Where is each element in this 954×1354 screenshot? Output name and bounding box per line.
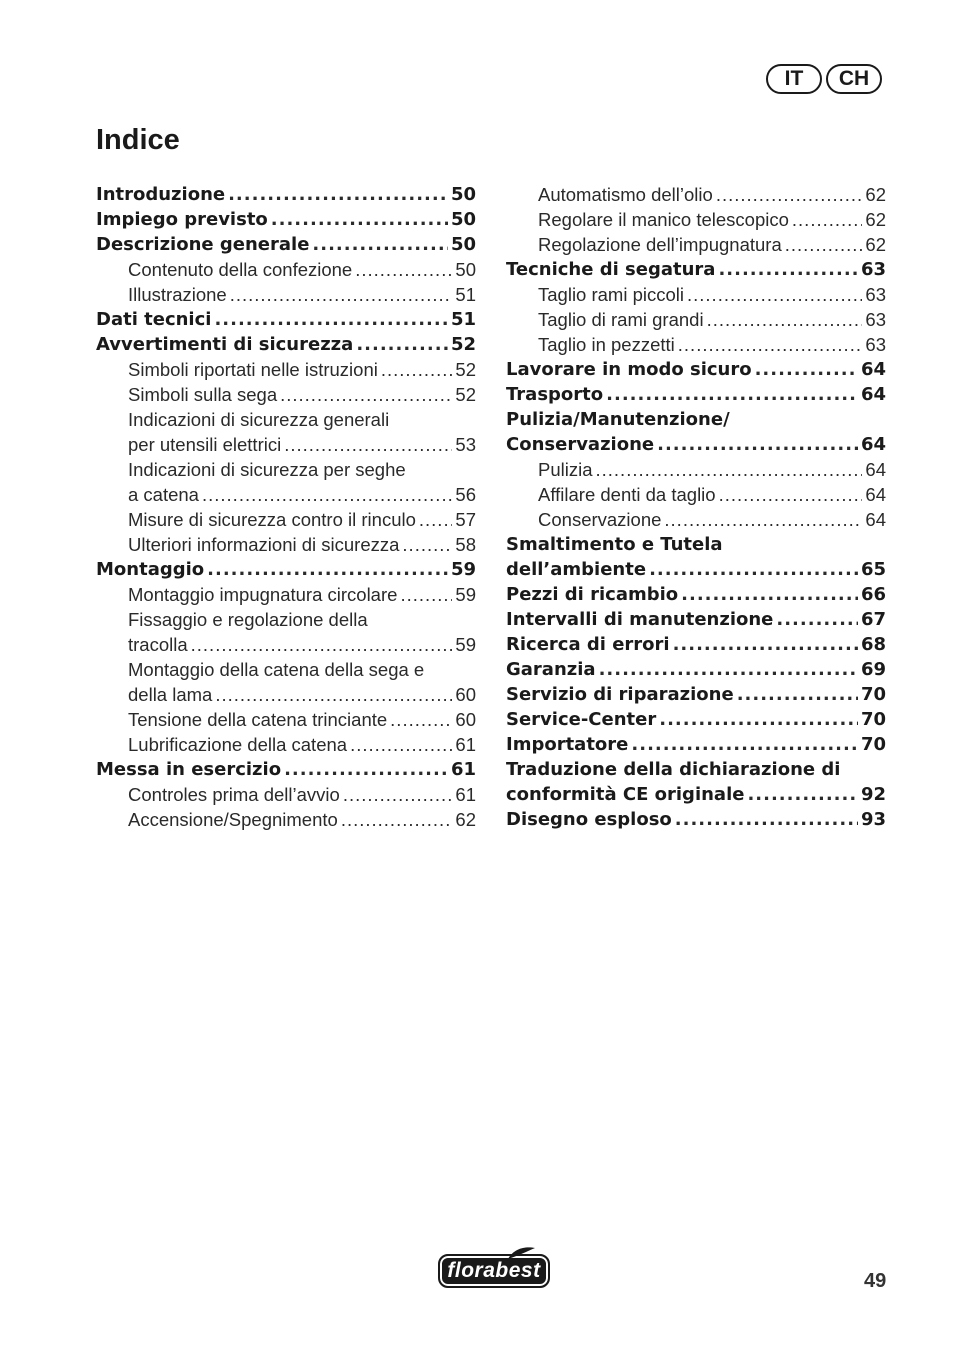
toc-subsection-entry (96, 657, 476, 682)
toc-section-entry (96, 307, 476, 332)
toc-section-entry (506, 357, 886, 382)
toc-entry-title: Pulizia/Manutenzione/ (506, 409, 730, 430)
toc-leader-dots (673, 632, 858, 657)
toc-page-number: 62 (865, 209, 886, 230)
toc-page-number: 64 (860, 434, 886, 455)
toc-page-number: 60 (455, 684, 476, 705)
toc-page-number: 64 (865, 484, 886, 505)
toc-page-number: 58 (455, 534, 476, 555)
toc-entry-title: Avvertimenti di sicurezza (96, 334, 354, 355)
toc-page-number: 61 (455, 784, 476, 805)
toc-leader-dots (230, 282, 453, 307)
toc-page-number: 64 (865, 509, 886, 530)
toc-leader-dots (606, 382, 858, 407)
toc-entry-title: Disegno esploso (506, 809, 672, 830)
toc-page-number: 65 (860, 559, 886, 580)
toc-subsection-entry (96, 457, 476, 482)
toc-page-number: 51 (450, 309, 476, 330)
toc-subsection-entry (96, 407, 476, 432)
toc-page-number: 59 (455, 584, 476, 605)
toc-leader-dots (350, 732, 452, 757)
toc-entry-title: conformità CE originale (506, 784, 745, 805)
toc-entry-title: Montaggio impugnatura circolare (128, 584, 398, 605)
toc-page-number: 64 (860, 359, 886, 380)
toc-section-entry (506, 632, 886, 657)
toc-page-number: 50 (450, 234, 476, 255)
toc-section-entry (96, 757, 476, 782)
toc-entry-title: Indicazioni di sicurezza generali (128, 409, 390, 430)
toc-leader-dots (355, 257, 452, 282)
toc-section-entry (96, 332, 476, 357)
toc-entry-title: Regolare il manico telescopico (538, 209, 789, 230)
toc-page-number: 69 (860, 659, 886, 680)
toc-leader-dots (599, 657, 858, 682)
toc-entry-title: Simboli riportati nelle istruzioni (128, 359, 378, 380)
language-badge-ch: CH (826, 64, 882, 94)
toc-section-entry (506, 257, 886, 282)
toc-page-number: 62 (865, 234, 886, 255)
toc-page-number: 70 (860, 684, 886, 705)
toc-leader-dots (202, 482, 452, 507)
toc-subsection-entry (96, 357, 476, 382)
toc-subsection-entry (96, 257, 476, 282)
toc-entry-title: dell’ambiente (506, 559, 647, 580)
toc-entry-title: a catena (128, 484, 199, 505)
toc-entry-title: Smaltimento e Tutela (506, 534, 723, 555)
toc-leader-dots (312, 232, 448, 257)
toc-subsection-entry (96, 582, 476, 607)
toc-page-number: 59 (455, 634, 476, 655)
toc-page-number: 64 (860, 384, 886, 405)
toc-page-number: 59 (450, 559, 476, 580)
toc-entry-title: Indicazioni di sicurezza per seghe (128, 459, 406, 480)
toc-leader-dots (207, 557, 448, 582)
toc-entry-title: della lama (128, 684, 213, 705)
toc-entry-title: Contenuto della confezione (128, 259, 353, 280)
toc-subsection-entry (96, 682, 476, 707)
toc-section-entry (96, 207, 476, 232)
toc-page-number: 63 (865, 309, 886, 330)
toc-entry-title: Automatismo dell’olio (538, 184, 713, 205)
toc-entry-title: Garanzia (506, 659, 596, 680)
toc-leader-dots (631, 732, 858, 757)
toc-entry-title: Montaggio della catena della sega e (128, 659, 425, 680)
toc-page-number: 51 (455, 284, 476, 305)
toc-page-number: 50 (450, 184, 476, 205)
toc-page-number: 56 (455, 484, 476, 505)
toc-entry-title: Controles prima dell’avvio (128, 784, 340, 805)
toc-subsection-entry (96, 632, 476, 657)
toc-entry-title: Regolazione dell’impugnatura (538, 234, 782, 255)
toc-entry-title: Importatore (506, 734, 629, 755)
toc-subsection-entry (96, 282, 476, 307)
toc-entry-title: Conservazione (538, 509, 662, 530)
toc-subsection-entry (96, 507, 476, 532)
toc-page-number: 52 (455, 359, 476, 380)
toc-subsection-entry (96, 532, 476, 557)
page-title: Indice (96, 124, 180, 156)
toc-page-number: 63 (865, 284, 886, 305)
toc-section-entry (506, 757, 886, 782)
toc-page-number: 53 (455, 434, 476, 455)
toc-entry-title: Descrizione generale (96, 234, 310, 255)
toc-section-entry (506, 782, 886, 807)
toc-page-number: 70 (860, 734, 886, 755)
toc-subsection-entry (506, 482, 886, 507)
toc-leader-dots (664, 507, 862, 532)
page-number: 49 (864, 1270, 887, 1292)
toc-leader-dots (284, 757, 448, 782)
toc-leader-dots (649, 557, 858, 582)
toc-page-number: 62 (455, 809, 476, 830)
toc-leader-dots (402, 532, 452, 557)
toc-leader-dots (214, 307, 448, 332)
toc-entry-title: Fissaggio e regolazione della (128, 609, 368, 630)
toc-leader-dots (596, 457, 863, 482)
toc-entry-title: tracolla (128, 634, 188, 655)
brand-logo-text: florabest (447, 1259, 541, 1282)
toc-leader-dots (792, 207, 863, 232)
toc-entry-title: Ulteriori informazioni di sicurezza (128, 534, 400, 555)
toc-entry-title: Illustrazione (128, 284, 227, 305)
toc-leader-dots (716, 182, 863, 207)
toc-leader-dots (785, 232, 863, 257)
toc-leader-dots (678, 332, 863, 357)
toc-page-number: 66 (860, 584, 886, 605)
toc-section-entry (506, 582, 886, 607)
toc-page-number: 62 (865, 184, 886, 205)
toc-page-number: 60 (455, 709, 476, 730)
toc-leader-dots (681, 582, 858, 607)
toc-leader-dots (755, 357, 858, 382)
toc-page-number: 63 (865, 334, 886, 355)
toc-subsection-entry (96, 382, 476, 407)
toc-entry-title: Ricerca di errori (506, 634, 670, 655)
toc-leader-dots (657, 432, 858, 457)
toc-leader-dots (419, 507, 453, 532)
toc-subsection-entry (506, 307, 886, 332)
toc-subsection-entry (506, 207, 886, 232)
toc-entry-title: Simboli sulla sega (128, 384, 278, 405)
toc-entry-title: Trasporto (506, 384, 604, 405)
leaf-icon (506, 1246, 536, 1260)
toc-page-number: 92 (860, 784, 886, 805)
toc-section-entry (506, 657, 886, 682)
toc-subsection-entry (96, 607, 476, 632)
toc-leader-dots (747, 782, 857, 807)
toc-entry-title: Conservazione (506, 434, 655, 455)
toc-entry-title: Service-Center (506, 709, 657, 730)
toc-leader-dots (400, 582, 452, 607)
toc-subsection-entry (96, 432, 476, 457)
toc-entry-title: Servizio di riparazione (506, 684, 734, 705)
toc-page-number: 93 (860, 809, 886, 830)
toc-page-number: 63 (860, 259, 886, 280)
toc-page-number: 64 (865, 459, 886, 480)
toc-section-entry (506, 707, 886, 732)
toc-entry-title: Introduzione (96, 184, 226, 205)
toc-leader-dots (687, 282, 862, 307)
toc-entry-title: Taglio di rami grandi (538, 309, 704, 330)
toc-page-number: 61 (450, 759, 476, 780)
toc-leader-dots (191, 632, 453, 657)
toc-section-entry (506, 432, 886, 457)
toc-left-column (96, 182, 476, 832)
toc-entry-title: per utensili elettrici (128, 434, 282, 455)
toc-leader-dots (280, 382, 452, 407)
toc-entry-title: Misure di sicurezza contro il rinculo (128, 509, 416, 530)
toc-subsection-entry (506, 182, 886, 207)
toc-entry-title: Taglio rami piccoli (538, 284, 684, 305)
toc-leader-dots (215, 682, 452, 707)
toc-page-number: 50 (455, 259, 476, 280)
toc-subsection-entry (506, 332, 886, 357)
toc-subsection-entry (96, 732, 476, 757)
toc-section-entry (506, 557, 886, 582)
toc-subsection-entry (506, 457, 886, 482)
brand-logo (438, 1254, 550, 1288)
toc-section-entry (506, 807, 886, 832)
toc-leader-dots (381, 357, 453, 382)
toc-subsection-entry (96, 782, 476, 807)
toc-leader-dots (737, 682, 858, 707)
toc-section-entry (506, 732, 886, 757)
toc-right-column (506, 182, 886, 832)
toc-page-number: 67 (860, 609, 886, 630)
toc-leader-dots (718, 257, 858, 282)
language-badges (766, 64, 882, 94)
toc-leader-dots (719, 482, 863, 507)
toc-page-number: 57 (455, 509, 476, 530)
toc-entry-title: Messa in esercizio (96, 759, 282, 780)
toc-entry-title: Lubrificazione della catena (128, 734, 348, 755)
toc-entry-title: Montaggio (96, 559, 205, 580)
toc-entry-title: Dati tecnici (96, 309, 212, 330)
toc-entry-title: Intervalli di manutenzione (506, 609, 774, 630)
toc-leader-dots (776, 607, 858, 632)
toc-entry-title: Taglio in pezzetti (538, 334, 675, 355)
toc-entry-title: Tensione della catena trinciante (128, 709, 388, 730)
toc-section-entry (506, 532, 886, 557)
toc-section-entry (506, 607, 886, 632)
toc-section-entry (506, 682, 886, 707)
toc-section-entry (506, 382, 886, 407)
toc-subsection-entry (506, 507, 886, 532)
toc-leader-dots (707, 307, 863, 332)
toc-section-entry (96, 557, 476, 582)
toc-page-number: 68 (860, 634, 886, 655)
toc-leader-dots (228, 182, 448, 207)
toc-leader-dots (390, 707, 452, 732)
toc-section-entry (506, 407, 886, 432)
toc-leader-dots (659, 707, 858, 732)
toc-entry-title: Impiego previsto (96, 209, 268, 230)
toc-section-entry (96, 182, 476, 207)
toc-subsection-entry (506, 282, 886, 307)
toc-entry-title: Tecniche di segatura (506, 259, 716, 280)
toc-leader-dots (356, 332, 448, 357)
toc-leader-dots (343, 782, 453, 807)
language-badge-it: IT (766, 64, 822, 94)
toc-subsection-entry (506, 232, 886, 257)
toc-leader-dots (271, 207, 448, 232)
toc-subsection-entry (96, 482, 476, 507)
toc-entry-title: Traduzione della dichiarazione di (506, 759, 841, 780)
toc-page-number: 52 (455, 384, 476, 405)
toc-section-entry (96, 232, 476, 257)
toc-entry-title: Affilare denti da taglio (538, 484, 716, 505)
toc-page-number: 61 (455, 734, 476, 755)
toc-subsection-entry (96, 807, 476, 832)
toc-leader-dots (341, 807, 453, 832)
toc-entry-title: Pezzi di ricambio (506, 584, 679, 605)
toc-entry-title: Lavorare in modo sicuro (506, 359, 752, 380)
toc-subsection-entry (96, 707, 476, 732)
toc-page-number: 70 (860, 709, 886, 730)
toc-entry-title: Accensione/Spegnimento (128, 809, 338, 830)
toc-page-number: 50 (450, 209, 476, 230)
toc-leader-dots (284, 432, 452, 457)
toc-entry-title: Pulizia (538, 459, 593, 480)
toc-leader-dots (675, 807, 858, 832)
toc-page-number: 52 (450, 334, 476, 355)
